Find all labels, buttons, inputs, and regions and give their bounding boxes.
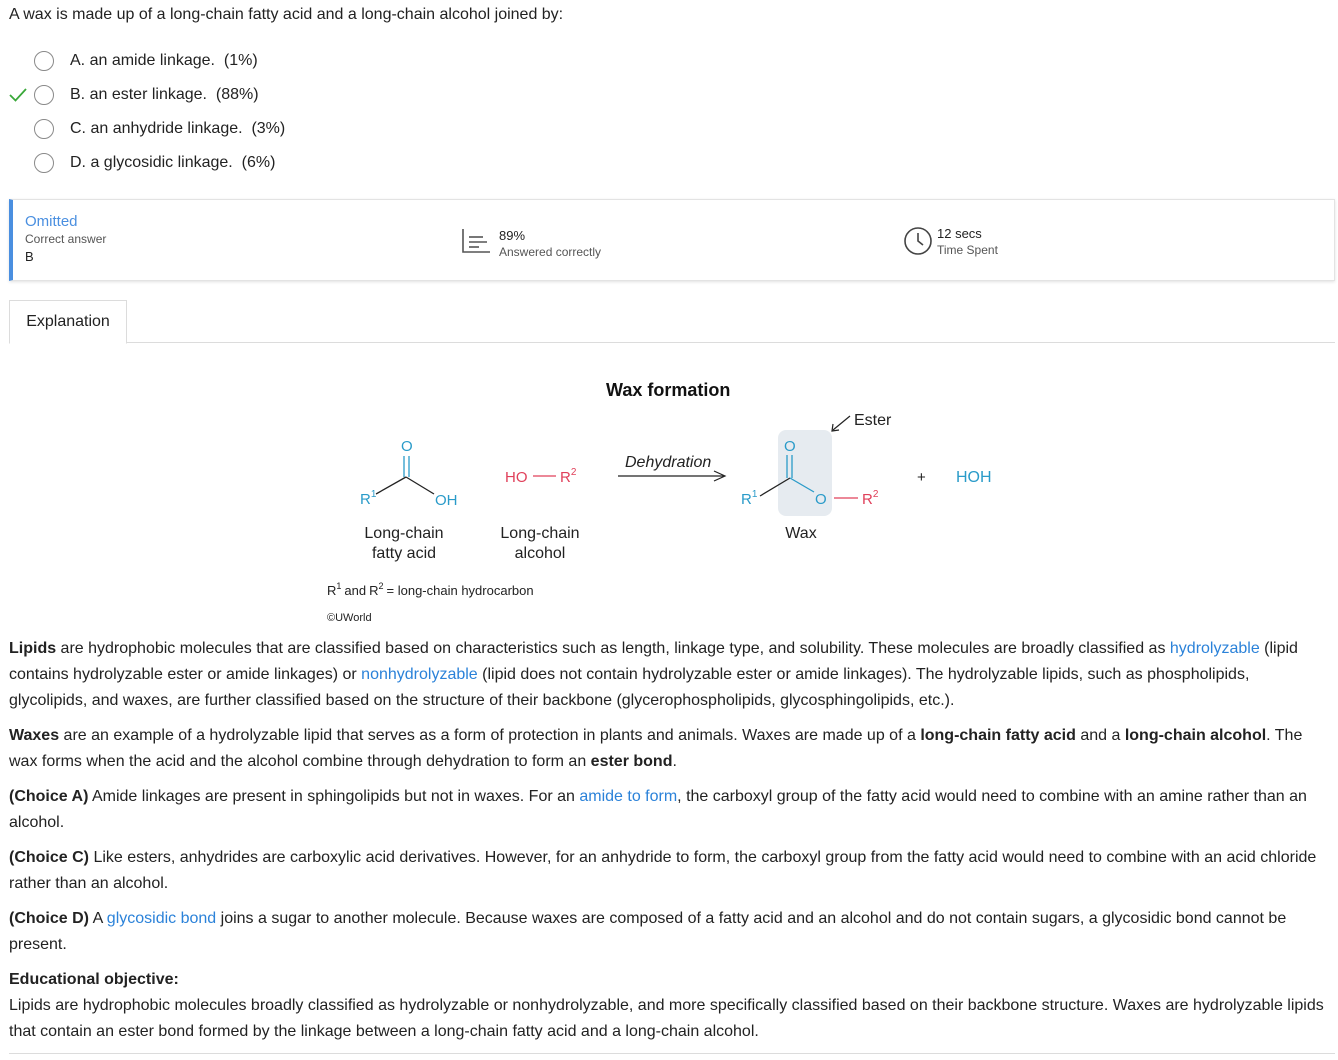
- dehydration-label: Dehydration: [625, 454, 712, 471]
- paragraph-choice-a: (Choice A) Amide linkages are present in sphingolipids but not in waxes. For an amide to form, the carboxyl group of the fatty acid would need to combine with an amine rather than an alcohol.: [9, 788, 1307, 831]
- choice-label: B. an ester linkage. (88%): [70, 86, 259, 103]
- ester-label: Ester: [854, 412, 892, 429]
- choice-c[interactable]: [0, 112, 600, 146]
- figure-title: Wax formation: [606, 380, 731, 400]
- alcohol-r2: $R^2$: [560, 467, 577, 486]
- percent-label: Answered correctly: [499, 245, 602, 259]
- wax-label: Wax: [785, 525, 817, 542]
- choice-a[interactable]: [0, 44, 600, 78]
- bar-chart-icon: [461, 228, 491, 254]
- divider: [9, 1053, 1335, 1054]
- choice-label: C. an anhydride linkage. (3%): [70, 120, 286, 137]
- explanation-body: [9, 636, 1331, 1045]
- alcohol-ho: HO: [505, 469, 528, 486]
- link-amide-to-form[interactable]: amide to form: [579, 788, 678, 805]
- choice-b[interactable]: [0, 78, 600, 112]
- correct-answer-label: Correct answer: [25, 232, 107, 246]
- choice-label: A. an amide linkage. (1%): [70, 52, 258, 69]
- acid-carbonyl-o: O: [401, 438, 413, 455]
- acid-r1: $R^1$: [360, 489, 377, 508]
- reaction-arrow: [618, 454, 725, 481]
- question-text: A wax is made up of a long-chain fatty acid and a long-chain alcohol joined by:: [9, 6, 564, 23]
- link-glycosidic-bond[interactable]: glycosidic bond: [106, 910, 217, 927]
- choice-label: D. a glycosidic linkage. (6%): [70, 154, 276, 171]
- figure-footnote: $R^1$ and $R^2$ = long-chain hydrocarbon: [327, 581, 534, 598]
- fatty-acid-structure: [360, 438, 458, 562]
- radio-button[interactable]: [34, 51, 54, 71]
- status-label: Omitted: [25, 213, 78, 230]
- omitted-stat: [25, 213, 106, 264]
- time-spent-stat: [903, 226, 998, 258]
- reaction-diagram: [300, 372, 1020, 628]
- objective-text: Lipids are hydrophobic molecules broadly classified as hydrolyzable or nonhydrolyzable, and more specifically classified based on their backbone structure. Waxes are hydrolyzable lipids that contain an ester bond formed by the linkage between a long-chain fatty acid and a long-chain alcohol.: [9, 997, 1324, 1040]
- alcohol-structure: [500, 467, 579, 562]
- wax-formation-figure: [300, 372, 1020, 628]
- percent-value: 89%: [499, 228, 526, 243]
- paragraph-choice-d: (Choice D) A glycosidic bond joins a sugar to another molecule. Because waxes are composed of a fatty acid and an alcohol and do not contain sugars, a glycosidic bond cannot be present.: [9, 910, 1287, 953]
- choice-d[interactable]: [0, 146, 600, 180]
- wax-structure: [741, 412, 892, 542]
- water-label: HOH: [956, 469, 992, 486]
- radio-button[interactable]: [34, 119, 54, 139]
- radio-button[interactable]: [34, 153, 54, 173]
- paragraph-choice-c: (Choice C) Like esters, anhydrides are carboxylic acid derivatives. However, for an anhydride to form, the carboxyl group from the fatty acid would need to combine with an acid chloride rather than an alcohol.: [9, 849, 1317, 892]
- objective-title: Educational objective:: [9, 971, 179, 988]
- link-hydrolyzable[interactable]: hydrolyzable: [1169, 640, 1260, 657]
- alcohol-label-line2: alcohol: [514, 545, 566, 562]
- time-value: 12 secs: [937, 226, 982, 241]
- link-nonhydrolyzable[interactable]: nonhydrolyzable: [361, 666, 478, 683]
- checkmark-icon: [8, 85, 28, 105]
- wax-r1: $R^1$: [741, 489, 758, 508]
- answer-choices: [0, 44, 600, 180]
- wax-ester-o: O: [815, 491, 827, 508]
- acid-label-line1: Long-chain: [364, 525, 444, 542]
- paragraph-waxes: Waxes are an example of a hydrolyzable lipid that serves as a form of protection in plants and animals. Waxes are made up of a long-chain fatty acid and a long-chain alcohol. The wax forms when the acid and the alcohol combine through dehydration to form an ester bond.: [9, 727, 1303, 770]
- tab-explanation[interactable]: Explanation: [9, 300, 127, 344]
- time-label: Time Spent: [937, 243, 998, 257]
- tab-bar: [9, 300, 1335, 343]
- copyright-label: ©UWorld: [327, 612, 372, 624]
- acid-oh: OH: [435, 492, 458, 509]
- radio-button[interactable]: [34, 85, 54, 105]
- alcohol-label-line1: Long-chain: [500, 525, 580, 542]
- percent-correct-stat: [461, 228, 601, 260]
- acid-label-line2: fatty acid: [371, 545, 437, 562]
- wax-carbonyl-o: O: [784, 438, 796, 455]
- plus-sign: +: [917, 469, 926, 486]
- paragraph-lipids: Lipids are hydrophobic molecules that are classified based on characteristics such as length, linkage type, and solubility. These molecules are broadly classified as hydrolyzable (lipid contains hydrolyzable ester or amide linkages) or nonhydrolyzable (lipid does not contain hydrolyzable ester or amide linkages). The hydrolyzable lipids, such as phospholipids, glycolipids, and waxes, are further classified based on the structure of their backbone (glycerophospholipids, glycosphingolipids, etc.).: [9, 640, 1298, 709]
- wax-r2: $R^2$: [862, 489, 879, 508]
- clock-icon: [903, 226, 933, 256]
- answer-stats-panel: [9, 199, 1335, 281]
- correct-answer-value: B: [25, 249, 34, 264]
